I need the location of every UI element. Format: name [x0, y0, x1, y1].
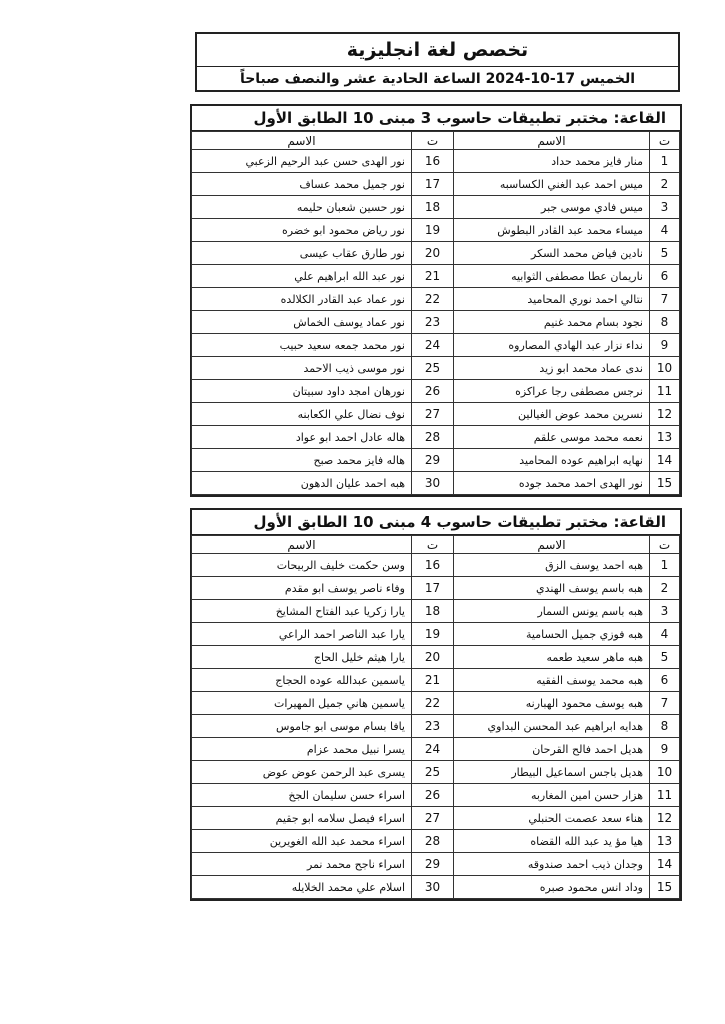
column-header-number: ت — [412, 132, 454, 150]
table-row — [192, 784, 680, 807]
row-number: 29 — [412, 449, 454, 472]
row-number: 12 — [650, 403, 680, 426]
row-number: 2 — [650, 577, 680, 600]
student-name: نسرين محمد عوض الغيالين — [454, 403, 650, 426]
hall-1-section — [190, 104, 682, 497]
student-name: هيا مؤ يد عبد الله القضاه — [454, 830, 650, 853]
row-number: 27 — [412, 807, 454, 830]
student-name: اسراء فيصل سلامه ابو جقيم — [192, 807, 412, 830]
table-row — [192, 219, 680, 242]
student-name: نادين فياض محمد السكر — [454, 242, 650, 265]
table-row — [192, 173, 680, 196]
row-number: 19 — [412, 623, 454, 646]
table-header-row — [192, 132, 680, 150]
column-header-name: الاسم — [454, 536, 650, 554]
row-number: 15 — [650, 472, 680, 495]
hall-title: القاعة: مختبر تطبيقات حاسوب 3 مبنى 10 الطابق الأول — [192, 106, 680, 131]
student-name: هبه احمد يوسف الزق — [454, 554, 650, 577]
row-number: 14 — [650, 449, 680, 472]
row-number: 25 — [412, 761, 454, 784]
student-name: نور الهدى حسن عبد الرحيم الزعبي — [192, 150, 412, 173]
row-number: 29 — [412, 853, 454, 876]
row-number: 17 — [412, 173, 454, 196]
student-name: نور عماد عبد القادر الكلالده — [192, 288, 412, 311]
table-row — [192, 715, 680, 738]
students-table — [191, 131, 680, 495]
row-number: 15 — [650, 876, 680, 899]
student-name: ندى عماد محمد ابو زيد — [454, 357, 650, 380]
student-name: نتالي احمد نوري المحاميد — [454, 288, 650, 311]
hall-2-section — [190, 508, 682, 901]
student-name: اسراء حسن سليمان الجخ — [192, 784, 412, 807]
column-header-name: الاسم — [454, 132, 650, 150]
row-number: 10 — [650, 357, 680, 380]
student-name: نهايه ابراهيم عوده المحاميد — [454, 449, 650, 472]
student-name: ياسمين عبدالله عوده الحجاج — [192, 669, 412, 692]
table-row — [192, 334, 680, 357]
student-name: يارا هيثم خليل الحاج — [192, 646, 412, 669]
row-number: 3 — [650, 196, 680, 219]
student-name: يارا زكريا عبد الفتاح المشايخ — [192, 600, 412, 623]
student-name: اسراء محمد عبد الله الغويرين — [192, 830, 412, 853]
row-number: 6 — [650, 265, 680, 288]
student-name: نورهان امجد داود سبيتان — [192, 380, 412, 403]
row-number: 30 — [412, 876, 454, 899]
row-number: 24 — [412, 738, 454, 761]
row-number: 5 — [650, 646, 680, 669]
student-name: ميس فادي موسى جبر — [454, 196, 650, 219]
document-header — [195, 32, 680, 92]
student-name: يسرا نبيل محمد عزام — [192, 738, 412, 761]
student-name: نور حسين شعبان حليمه — [192, 196, 412, 219]
student-name: هبه ماهر سعيد طعمه — [454, 646, 650, 669]
row-number: 8 — [650, 311, 680, 334]
table-row — [192, 554, 680, 577]
row-number: 23 — [412, 715, 454, 738]
table-row — [192, 807, 680, 830]
table-row — [192, 242, 680, 265]
row-number: 26 — [412, 380, 454, 403]
column-header-name: الاسم — [192, 536, 412, 554]
student-name: نعمه محمد موسى علقم — [454, 426, 650, 449]
table-row — [192, 577, 680, 600]
row-number: 1 — [650, 150, 680, 173]
table-row — [192, 669, 680, 692]
row-number: 9 — [650, 738, 680, 761]
student-name: هبه احمد عليان الدهون — [192, 472, 412, 495]
row-number: 2 — [650, 173, 680, 196]
row-number: 6 — [650, 669, 680, 692]
student-name: وداد انس محمود صبره — [454, 876, 650, 899]
student-name: نور عبد الله ابراهيم علي — [192, 265, 412, 288]
row-number: 22 — [412, 692, 454, 715]
row-number: 26 — [412, 784, 454, 807]
student-name: هناء سعد عصمت الحنبلي — [454, 807, 650, 830]
table-row — [192, 196, 680, 219]
student-name: نور جميل محمد عساف — [192, 173, 412, 196]
students-table — [191, 535, 680, 899]
row-number: 9 — [650, 334, 680, 357]
row-number: 10 — [650, 761, 680, 784]
student-name: وجدان ذيب احمد صندوقه — [454, 853, 650, 876]
row-number: 28 — [412, 830, 454, 853]
row-number: 21 — [412, 265, 454, 288]
row-number: 7 — [650, 692, 680, 715]
table-row — [192, 311, 680, 334]
student-name: نور عماد يوسف الخماش — [192, 311, 412, 334]
row-number: 28 — [412, 426, 454, 449]
table-row — [192, 830, 680, 853]
table-row — [192, 380, 680, 403]
row-number: 11 — [650, 380, 680, 403]
row-number: 30 — [412, 472, 454, 495]
row-number: 1 — [650, 554, 680, 577]
student-name: نور رياض محمود ابو خضره — [192, 219, 412, 242]
student-name: هاله فايز محمد صبح — [192, 449, 412, 472]
table-row — [192, 472, 680, 495]
hall-title: القاعة: مختبر تطبيقات حاسوب 4 مبنى 10 الطابق الأول — [192, 510, 680, 535]
table-row — [192, 403, 680, 426]
row-number: 20 — [412, 646, 454, 669]
table-row — [192, 265, 680, 288]
column-header-name: الاسم — [192, 132, 412, 150]
student-name: ياسمين هاني جميل المهيرات — [192, 692, 412, 715]
row-number: 4 — [650, 219, 680, 242]
student-name: ميساء محمد عبد القادر البطوش — [454, 219, 650, 242]
row-number: 8 — [650, 715, 680, 738]
row-number: 22 — [412, 288, 454, 311]
row-number: 18 — [412, 600, 454, 623]
student-name: يافا بسام موسى ابو جاموس — [192, 715, 412, 738]
page-title: تخصص لغة انجليزية — [197, 34, 678, 67]
student-name: اسراء ناجح محمد نمر — [192, 853, 412, 876]
student-name: هاله عادل احمد ابو عواد — [192, 426, 412, 449]
student-name: نداء نزار عبد الهادي المصاروه — [454, 334, 650, 357]
table-row — [192, 738, 680, 761]
table-header-row — [192, 536, 680, 554]
student-name: هدايه ابراهيم عبد المحسن البداوي — [454, 715, 650, 738]
student-name: نرجس مصطفى رجا عراكزه — [454, 380, 650, 403]
student-name: هبه محمد يوسف الفقيه — [454, 669, 650, 692]
student-name: يارا عبد الناصر احمد الراعي — [192, 623, 412, 646]
column-header-number: ت — [650, 536, 680, 554]
student-name: هديل احمد فالح القرحان — [454, 738, 650, 761]
row-number: 5 — [650, 242, 680, 265]
table-row — [192, 876, 680, 899]
table-row — [192, 449, 680, 472]
table-row — [192, 426, 680, 449]
table-row — [192, 150, 680, 173]
row-number: 24 — [412, 334, 454, 357]
row-number: 25 — [412, 357, 454, 380]
student-name: يسرى عبد الرحمن عوض عوض — [192, 761, 412, 784]
student-name: نور موسى ذيب الاحمد — [192, 357, 412, 380]
row-number: 16 — [412, 554, 454, 577]
row-number: 3 — [650, 600, 680, 623]
student-name: هبه يوسف محمود الهبارنه — [454, 692, 650, 715]
row-number: 23 — [412, 311, 454, 334]
table-row — [192, 623, 680, 646]
row-number: 13 — [650, 830, 680, 853]
table-row — [192, 600, 680, 623]
student-name: هبه باسم يونس السمار — [454, 600, 650, 623]
date-time-line: الخميس 17-10-2024 الساعة الحادية عشر والنصف صباحاً — [239, 71, 636, 87]
student-name: اسلام علي محمد الخلايله — [192, 876, 412, 899]
row-number: 16 — [412, 150, 454, 173]
row-number: 11 — [650, 784, 680, 807]
student-name: هبه فوزي جميل الحسامية — [454, 623, 650, 646]
table-row — [192, 357, 680, 380]
row-number: 17 — [412, 577, 454, 600]
row-number: 7 — [650, 288, 680, 311]
table-row — [192, 646, 680, 669]
student-name: نور طارق عقاب عيسى — [192, 242, 412, 265]
student-name: منار فايز محمد حداد — [454, 150, 650, 173]
column-header-number: ت — [412, 536, 454, 554]
table-row — [192, 761, 680, 784]
table-row — [192, 853, 680, 876]
row-number: 13 — [650, 426, 680, 449]
student-name: نوف نضال علي الكعابنه — [192, 403, 412, 426]
student-name: هزار حسن امين المغاربه — [454, 784, 650, 807]
row-number: 12 — [650, 807, 680, 830]
student-name: ميس احمد عبد الغني الكساسبه — [454, 173, 650, 196]
row-number: 4 — [650, 623, 680, 646]
row-number: 20 — [412, 242, 454, 265]
student-name: نور الهدى احمد محمد جوده — [454, 472, 650, 495]
row-number: 21 — [412, 669, 454, 692]
student-name: وسن حكمت خليف الربيحات — [192, 554, 412, 577]
student-name: ناريمان عطا مصطفى الثوابيه — [454, 265, 650, 288]
row-number: 18 — [412, 196, 454, 219]
row-number: 27 — [412, 403, 454, 426]
table-row — [192, 288, 680, 311]
column-header-number: ت — [650, 132, 680, 150]
student-name: نور محمد جمعه سعيد حبيب — [192, 334, 412, 357]
student-name: نجود بسام محمد غنيم — [454, 311, 650, 334]
student-name: هبه باسم يوسف الهندي — [454, 577, 650, 600]
student-name: وفاء ناصر يوسف ابو مقدم — [192, 577, 412, 600]
table-row — [192, 692, 680, 715]
row-number: 14 — [650, 853, 680, 876]
row-number: 19 — [412, 219, 454, 242]
student-name: هديل باجس اسماعيل البيطار — [454, 761, 650, 784]
